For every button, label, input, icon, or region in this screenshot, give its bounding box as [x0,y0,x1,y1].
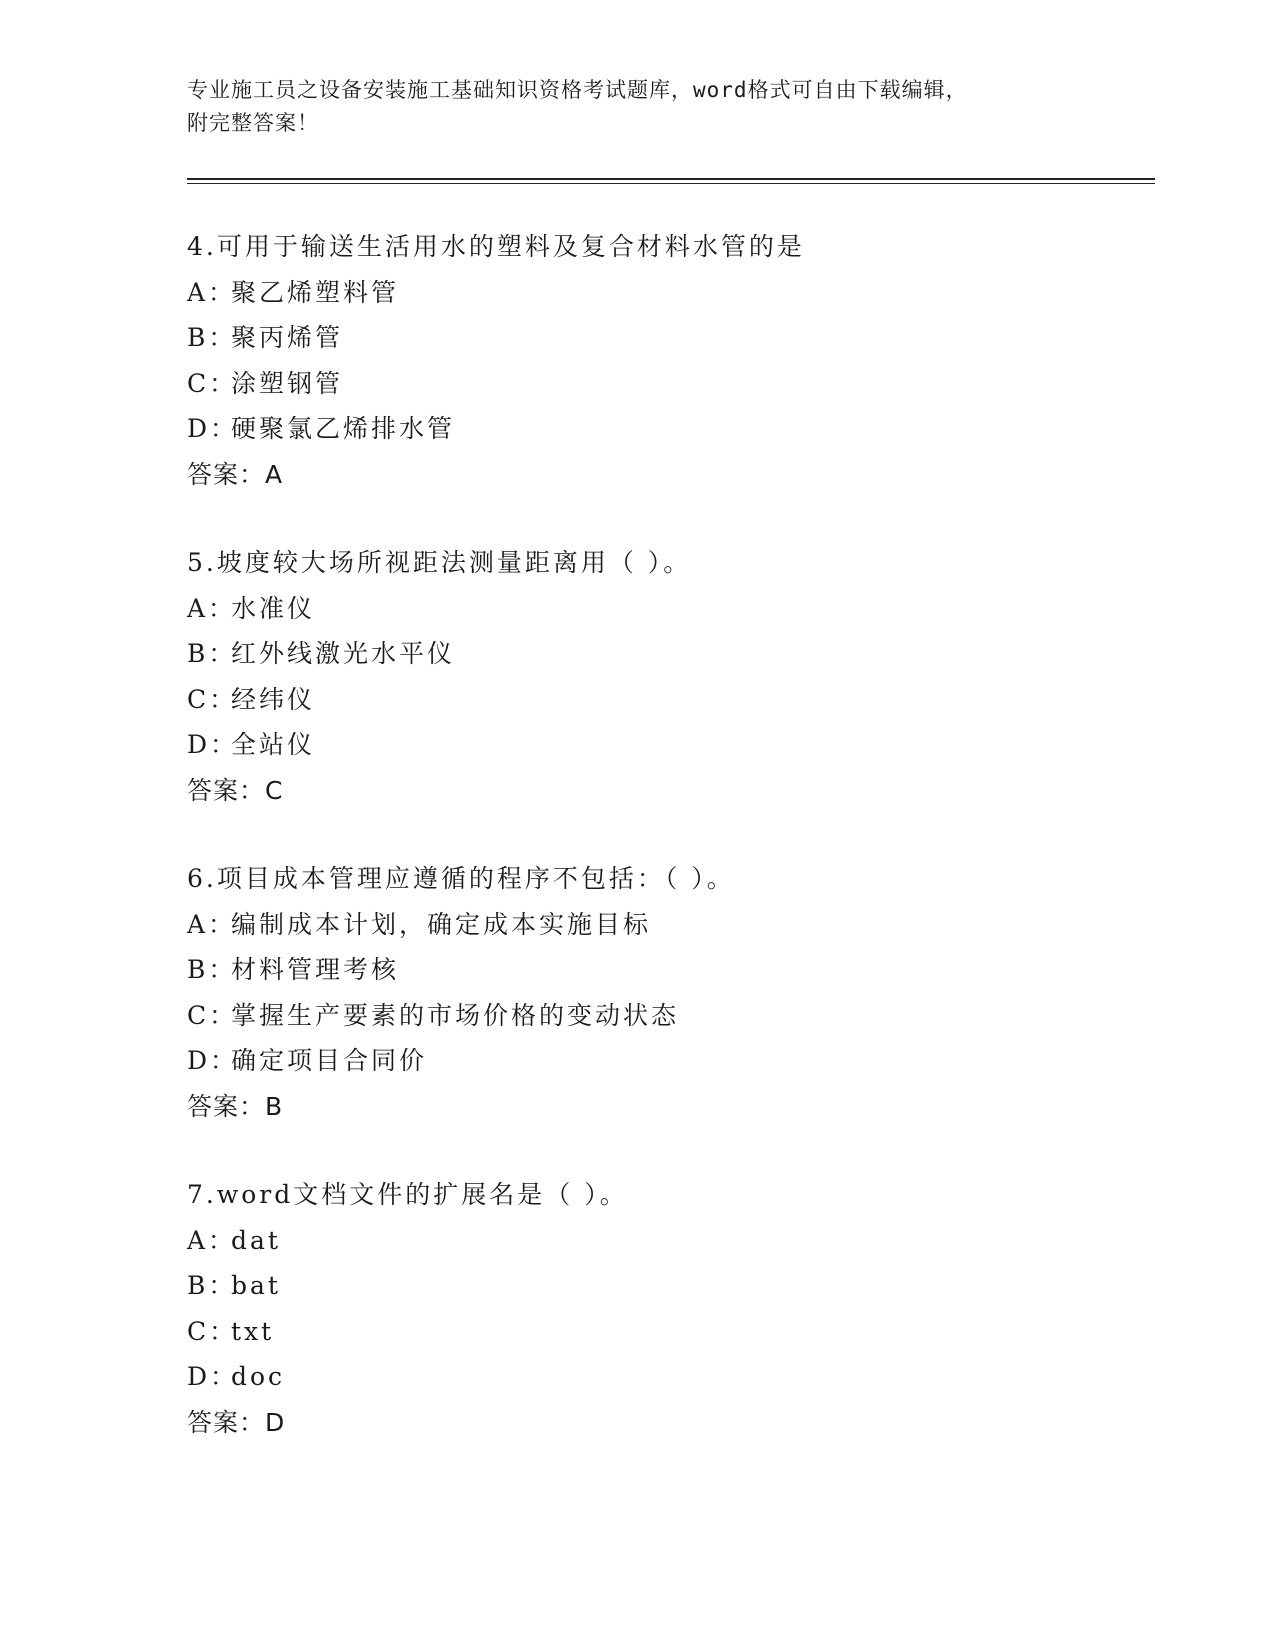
option-letter: D： [187,414,239,443]
option-text: dat [231,1225,281,1255]
option-text: doc [231,1362,286,1391]
option-letter: D： [187,1046,239,1075]
option-d [187,722,1087,768]
question-stem: 6.项目成本管理应遵循的程序不包括：（ ）。 [187,864,735,893]
option-letter: C： [187,368,238,398]
option-b [187,947,1087,993]
option-letter: B： [187,955,237,984]
option-letter: A： [187,1225,237,1255]
option-letter: A： [187,277,237,307]
option-letter: A： [187,909,237,939]
question-stem: 4.可用于输送生活用水的塑料及复合材料水管的是 [187,232,805,261]
option-text: 确定项目合同价 [231,1046,428,1075]
option-letter: B： [187,639,237,668]
option-a [187,1218,1087,1264]
header-line-1: 专业施工员之设备安装施工基础知识资格考试题库，word格式可自由下载编辑， [187,78,968,102]
answer-label: 答案：C [187,775,284,805]
option-text: 聚乙烯塑料管 [231,277,400,307]
option-c [187,1309,1087,1355]
option-text: bat [231,1271,281,1300]
option-text: 红外线激光水平仪 [231,639,456,668]
option-text: 掌握生产要素的市场价格的变动状态 [231,1000,680,1030]
header-divider-thick [187,178,1155,180]
answer-label: 答案：A [187,459,284,489]
option-text: 全站仪 [231,730,316,759]
option-letter: D： [187,730,239,759]
option-text: 编制成本计划，确定成本实施目标 [231,909,652,939]
answer-label: 答案：B [187,1091,284,1121]
option-letter: B： [187,1271,237,1300]
option-c [187,993,1087,1039]
option-letter: C： [187,1316,238,1346]
option-text: 硬聚氯乙烯排水管 [231,414,456,443]
option-d [187,1354,1087,1400]
question-stem: 5.坡度较大场所视距法测量距离用（ ）。 [187,548,692,577]
option-letter: A： [187,593,237,623]
option-a [187,586,1087,632]
document-header [187,74,1067,140]
option-letter: C： [187,684,238,714]
option-text: 聚丙烯管 [231,323,344,352]
option-a [187,270,1087,316]
question-block [187,224,1087,497]
header-line-2: 附完整答案！ [187,111,319,135]
option-c [187,677,1087,723]
option-text: txt [231,1316,275,1346]
question-block [187,1172,1087,1445]
option-text: 涂塑钢管 [231,368,344,398]
question-block [187,540,1087,813]
option-a [187,902,1087,948]
option-d [187,406,1087,452]
answer-label: 答案：D [187,1407,286,1437]
option-letter: C： [187,1000,238,1030]
option-d [187,1038,1087,1084]
option-text: 水准仪 [231,593,316,623]
option-b [187,315,1087,361]
option-text: 材料管理考核 [231,955,400,984]
question-stem: 7.word文档文件的扩展名是（ ）。 [187,1180,628,1209]
question-block [187,856,1087,1129]
option-c [187,361,1087,407]
option-text: 经纬仪 [231,684,316,714]
option-b [187,1263,1087,1309]
header-divider-thin [187,183,1155,184]
option-b [187,631,1087,677]
option-letter: B： [187,323,237,352]
option-letter: D： [187,1362,239,1391]
